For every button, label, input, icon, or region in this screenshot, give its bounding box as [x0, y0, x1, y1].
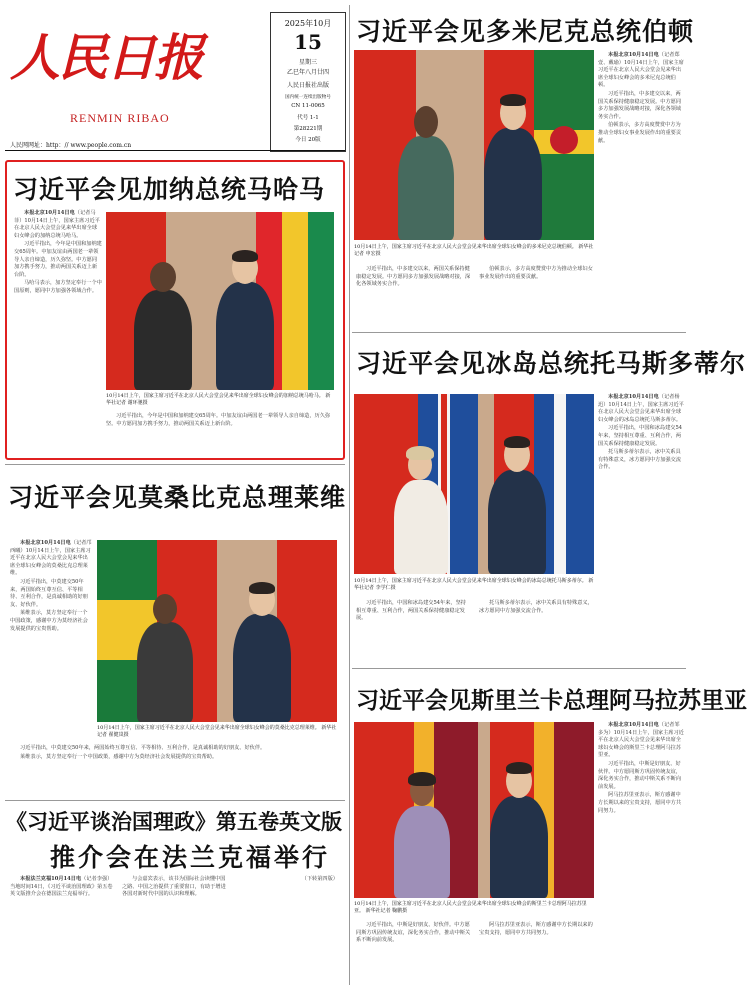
- column-divider: [349, 5, 350, 985]
- article-body-continued: [356, 922, 594, 984]
- dateline: 本报北京10月14日电: [20, 540, 71, 546]
- issue-number: 第28221期: [293, 126, 323, 132]
- body-paragraph: 伯顿表示，多方高度赞赏中方为推动全球妇女事业发展作出的重要贡献。: [479, 266, 593, 280]
- article-photo: [97, 540, 337, 722]
- postal-code: 代号 1-1: [297, 115, 319, 121]
- article-body: [598, 722, 684, 984]
- dateline: 本报法兰克福10月14日电: [20, 876, 82, 882]
- article-body: [10, 876, 338, 980]
- logo-pinyin: RENMIN RIBAO: [70, 111, 170, 125]
- body-paragraph: 习近平指出，中斯是好朋友、好伙伴。中方愿同斯方巩固传统友谊，深化务实合作，推动中斯关系不断向前发展。: [598, 760, 682, 790]
- article-body: [14, 210, 102, 450]
- dateline: 本报北京10月14日电: [608, 52, 659, 58]
- article-headline-line2[interactable]: 推介会在法兰克福举行: [50, 843, 331, 872]
- body-paragraph: 习近平指出，中国和冰岛建交54年来，坚持相互尊重、互利合作，两国关系保持健康稳定发展。: [356, 600, 466, 622]
- article-headline[interactable]: 习近平会见冰岛总统托马斯多蒂尔: [356, 349, 747, 378]
- article-body-continued: [10, 745, 338, 795]
- weekday: 星期三: [298, 59, 317, 66]
- dateline: 本报北京10月14日电: [24, 210, 75, 216]
- article-photo: [106, 212, 334, 390]
- photo-caption: 10月14日上午，国家主席习近平在北京人民大会堂会见来华出席全球妇女峰会的斯里兰卡总理阿马拉苏里亚。 新华社记者 鞠鹏摄: [354, 901, 587, 914]
- article-body: [598, 52, 684, 322]
- article-headline[interactable]: 习近平会见多米尼克总统伯顿: [356, 17, 695, 46]
- cn-number: CN 11-0065: [291, 103, 325, 109]
- article-headline-line1[interactable]: 《习近平谈治国理政》第五卷英文版: [6, 810, 342, 834]
- article-body-continued: [106, 413, 334, 449]
- article-photo: [354, 394, 594, 574]
- body-paragraph: 习近平指出，中国和冰岛建交54年来，坚持相互尊重、互利合作，两国关系保持健康稳定发展。: [598, 425, 683, 447]
- body-paragraph: 习近平指出，中莫建交50年来，两国始终互尊互信、平等相待、互利合作，是真诚相助的好朋友、好伙伴。: [10, 578, 88, 608]
- issn-label: 国内统一连续出版物号: [285, 95, 331, 100]
- photo-caption: 10月14日上午，国家主席习近平在北京人民大会堂会见来华出席全球妇女峰会的加纳总统马哈马。 新华社记者 谢环驰摄: [106, 393, 331, 406]
- photo-caption: 10月14日上午，国家主席习近平在北京人民大会堂会见来华出席全球妇女峰会的莫桑比克总理莱维。 新华社记者 翟健岚摄: [97, 725, 337, 738]
- article-headline[interactable]: 习近平会见斯里兰卡总理阿马拉苏里亚: [356, 688, 747, 714]
- body-paragraph: 习近平指出，中多建交以来，两国关系保持健康稳定发展。中方愿同多方加强发展战略对接，深化各领域务实合作。: [598, 90, 682, 120]
- article-body: [598, 394, 684, 660]
- article-headline[interactable]: 习近平会见莫桑比克总理莱维: [8, 483, 347, 512]
- article-photo: [354, 50, 594, 240]
- article-headline[interactable]: 习近平会见加纳总统马哈马: [13, 175, 326, 204]
- lunar-date: 乙巳年八月廿四: [286, 69, 329, 76]
- publisher: 人民日报社出版: [286, 82, 329, 89]
- article-body-continued: [356, 266, 594, 322]
- body-paragraph: 阿马拉苏里亚表示，斯方感谢中方长期以来的宝贵支持，愿同中方共同努力。: [598, 792, 682, 814]
- website-line[interactable]: 人民网网址：http：// www.people.com.cn: [10, 142, 132, 149]
- article-photo: [354, 722, 594, 898]
- body-paragraph: 托马斯多蒂尔表示，冰中关系具有特殊意义，冰方愿同中方加强交流合作。: [479, 600, 593, 614]
- section-rule: [5, 464, 345, 465]
- newspaper-logo: 人民日报: [10, 28, 202, 87]
- body-paragraph: 阿马拉苏里亚表示，斯方感谢中方长期以来的宝贵支持，愿同中方共同努力。: [479, 922, 593, 936]
- body-paragraph: 莱维表示，莫方坚定奉行一个中国政策，感谢中方为莫经济社会发展提供的宝贵帮助。: [20, 753, 218, 760]
- body-paragraph: 习近平指出，中莫建交50年来，两国始终互尊互信、平等相待、互利合作，是真诚相助的好朋友、好伙伴。: [20, 745, 266, 751]
- body-paragraph: （记者李强）当地时间14日，《习近平谈治国理政》第五卷英文版推介会在德国法兰克福举行。: [10, 876, 113, 898]
- body-paragraph: 马哈马表示，加方坚定奉行一个中国原则，愿同中方加强各领域合作。: [14, 280, 102, 294]
- body-paragraph: （记者邝西曦）10月14日上午，国家主席习近平在北京人民大会堂会见来华出席全球妇女峰会的莫桑比克总理莱维。: [10, 540, 92, 577]
- photo-caption: 10月14日上午，国家主席习近平在北京人民大会堂会见来华出席全球妇女峰会的冰岛总统托马斯多蒂尔。 新华社记者 李学仁摄: [354, 578, 594, 591]
- body-paragraph: （记者杨迅）10月14日上午，国家主席习近平在北京人民大会堂会见来华出席全球妇女峰会的冰岛总统托马斯多蒂尔。: [598, 394, 684, 423]
- body-paragraph: 习近平指出，今年是中国和加纳建交65周年。中加友谊由两国老一辈领导人亲自缔造，历久弥坚。中方愿同加方携手努力，推动两国关系迈上新台阶。: [14, 241, 102, 278]
- page-count: 今日 20版: [295, 137, 321, 143]
- body-paragraph: 与会嘉宾表示，该书为国际社会读懂中国之路、中国之治提供了重要窗口，有助于增进各国对新时代中国的认识和理解。: [122, 876, 226, 898]
- body-paragraph: （记者马菲）10月14日上午，国家主席习近平在北京人民大会堂会见来华出席全球妇女峰会的加纳总统马哈马。: [14, 210, 100, 239]
- body-paragraph: 习近平指出，今年是中国和加纳建交65周年。中加友谊由两国老一辈领导人亲自缔造，历久弥坚。中方愿同加方携手努力，推动两国关系迈上新台阶。: [106, 413, 331, 427]
- body-paragraph: 伯顿表示，多方高度赞赏中方为推动全球妇女事业发展作出的重要贡献。: [598, 122, 682, 144]
- article-body: [10, 540, 92, 730]
- photo-caption: 10月14日上午，国家主席习近平在北京人民大会堂会见来华出席全球妇女峰会的多米尼克总统伯顿。 新华社记者 申宏摄: [354, 244, 594, 257]
- date-day: 15: [294, 30, 322, 54]
- body-paragraph: 莱维表示，莫方坚定奉行一个中国政策，感谢中方为莫经济社会发展提供的宝贵帮助。: [10, 610, 88, 632]
- body-paragraph: （记者郑壹、戴瑜）10月14日上午，国家主席习近平在北京人民大会堂会见来华出席全球妇女峰会的多米尼克总统伯顿。: [598, 52, 684, 89]
- dateline: 本报北京10月14日电: [608, 394, 659, 400]
- section-rule: [5, 800, 345, 801]
- section-rule: [352, 668, 686, 669]
- body-paragraph: 习近平指出，中斯是好朋友、好伙伴。中方愿同斯方巩固传统友谊，深化务实合作，推动中斯关系不断向前发展。: [356, 922, 471, 944]
- masthead-rule: [5, 150, 345, 151]
- dateline: 本报北京10月14日电: [608, 722, 659, 728]
- body-paragraph: 托马斯多蒂尔表示，冰中关系具有特殊意义，冰方愿同中方加强交流合作。: [598, 449, 682, 471]
- date-year-month: 2025年10月: [284, 19, 332, 28]
- article-body-continued: [356, 600, 594, 660]
- continued-note: （下转第四版）: [301, 876, 338, 882]
- body-paragraph: （记者邹多为）10月14日上午，国家主席习近平在北京人民大会堂会见来华出席全球妇女峰会的斯里兰卡总理阿马拉苏里亚。: [598, 722, 684, 759]
- body-paragraph: 习近平指出，中多建交以来，两国关系保持健康稳定发展。中方愿同多方加强发展战略对接，深化各领域务实合作。: [356, 266, 471, 288]
- section-rule: [352, 332, 686, 333]
